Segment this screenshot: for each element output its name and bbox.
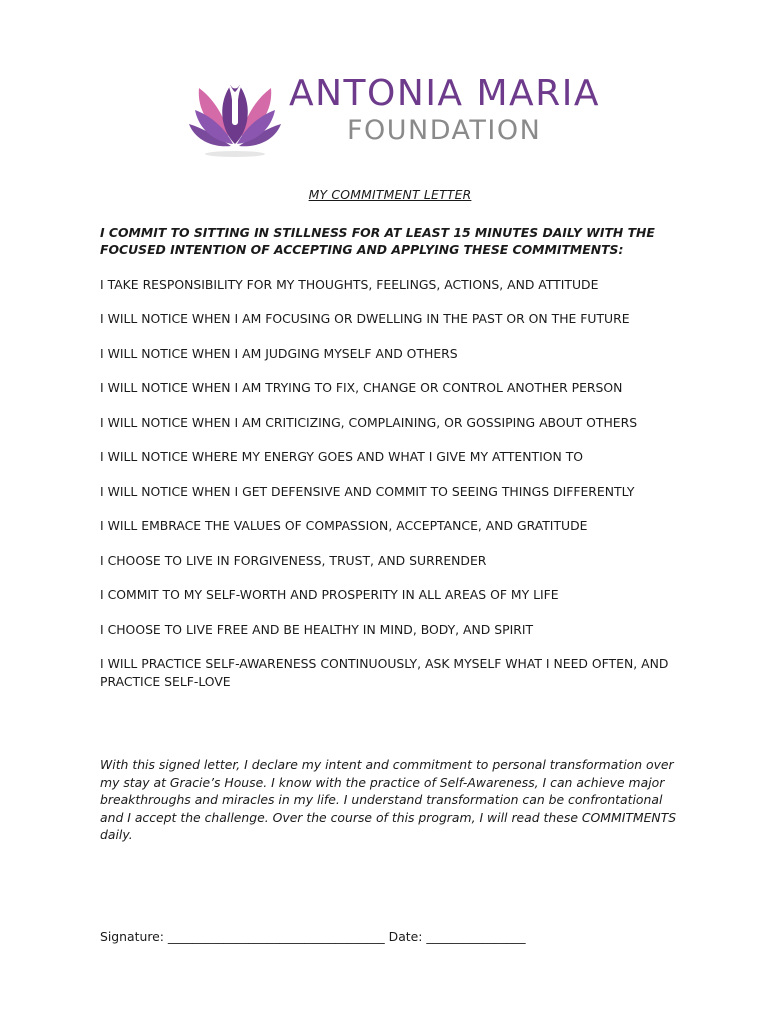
commitment-item: I WILL NOTICE WHEN I AM JUDGING MYSELF AND OTHERS: [100, 345, 458, 361]
letter-title: MY COMMITMENT LETTER: [308, 187, 472, 202]
signature-date-line[interactable]: Signature: ___________________________________ Date: ________________: [100, 929, 526, 944]
commitment-item: I CHOOSE TO LIVE FREE AND BE HEALTHY IN MIND, BODY, AND SPIRIT: [100, 621, 534, 637]
closing-paragraph: With this signed letter, I declare my intent and commitment to personal transformation over my stay at Gracie’s House. I know with the practice of Self-Awareness, I can achieve major breakthroughs and miracles in my life. I understand transformation can be confrontational and I accept the challenge. Over the course of this program, I will read these COMMITMENTS daily.: [100, 757, 677, 842]
commitment-item: I WILL NOTICE WHEN I AM FOCUSING OR DWELLING IN THE PAST OR ON THE FUTURE: [100, 311, 630, 326]
commitment-letter: [100, 186, 680, 844]
commitment-item: I WILL NOTICE WHEN I AM TRYING TO FIX, CHANGE OR CONTROL ANOTHER PERSON: [100, 380, 623, 395]
logo-subtitle: FOUNDATION: [347, 115, 542, 146]
commitment-item: I WILL NOTICE WHEN I GET DEFENSIVE AND COMMIT TO SEEING THINGS DIFFERENTLY: [100, 483, 635, 499]
lotus-figure-icon: [185, 62, 285, 162]
commitment-item: I WILL NOTICE WHEN I AM CRITICIZING, COMPLAINING, OR GOSSIPING ABOUT OTHERS: [100, 414, 638, 430]
commitment-item: I WILL EMBRACE THE VALUES OF COMPASSION, ACCEPTANCE, AND GRATITUDE: [100, 518, 588, 533]
logo-name: ANTONIA MARIA: [289, 73, 600, 114]
foundation-logo: [185, 62, 605, 162]
commitment-item: I TAKE RESPONSIBILITY FOR MY THOUGHTS, FEELINGS, ACTIONS, AND ATTITUDE: [100, 276, 599, 292]
commitment-item: I WILL NOTICE WHERE MY ENERGY GOES AND WHAT I GIVE MY ATTENTION TO: [100, 449, 584, 464]
letter-intro: I COMMIT TO SITTING IN STILLNESS FOR AT LEAST 15 MINUTES DAILY WITH THE FOCUSED INTENTION OF ACCEPTING AND APPLYING THESE COMMITMENTS:: [100, 224, 655, 257]
commitment-item: I COMMIT TO MY SELF-WORTH AND PROSPERITY IN ALL AREAS OF MY LIFE: [100, 587, 559, 602]
commitment-item: I CHOOSE TO LIVE IN FORGIVENESS, TRUST, AND SURRENDER: [100, 552, 487, 568]
commitment-item: I WILL PRACTICE SELF-AWARENESS CONTINUOUSLY, ASK MYSELF WHAT I NEED OFTEN, AND PRACTICE SELF-LOVE: [100, 656, 669, 689]
